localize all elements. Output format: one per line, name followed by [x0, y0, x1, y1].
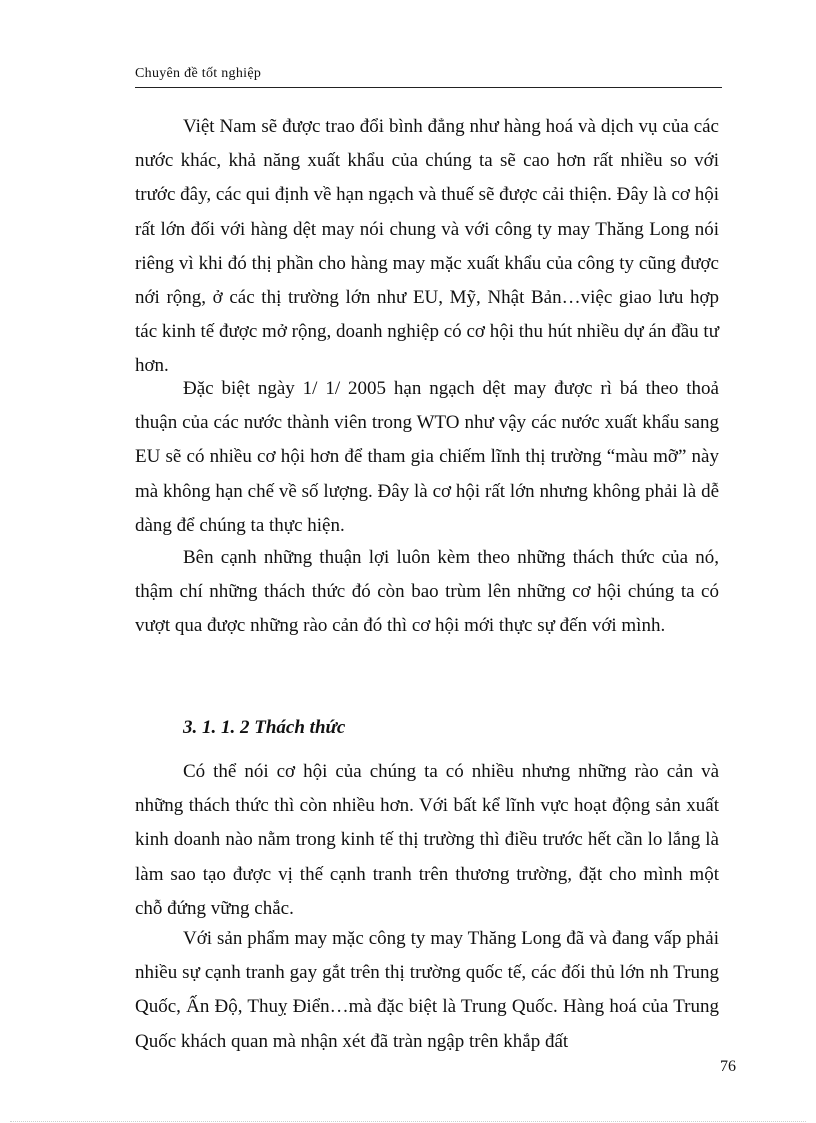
page-number: 76	[720, 1058, 736, 1075]
paragraph-challenge-2: Với sản phẩm may mặc công ty may Thăng Long đã và đang vấp phải nhiều sự cạnh tranh gay gắt trên thị trường quốc tế, các đối thủ lớn nh Trung Quốc, Ấn Độ, Thuỵ Điển…mà đặc biệt là Trung Quốc. Hàng hoá của Trung Quốc khách quan mà nhận xét đã tràn ngập trên khắp đất	[135, 928, 719, 1052]
paragraph-opportunity-2: Đặc biệt ngày 1/ 1/ 2005 hạn ngạch dệt may được rì bá theo thoả thuận của các nước thành viên trong WTO như vậy các nước xuất khẩu sang EU sẽ có nhiều cơ hội hơn để tham gia chiếm lĩnh thị trường “màu mỡ” này mà không hạn chế về số lượng. Đây là cơ hội rất lớn nhưng không phải là dễ dàng để chúng ta thực hiện.	[135, 378, 719, 536]
footer-divider	[10, 1121, 806, 1122]
paragraph-challenge-1: Có thể nói cơ hội của chúng ta có nhiều nhưng những rào cản và những thách thức thì còn nhiều hơn. Với bất kể lĩnh vực hoạt động sản xuất kinh doanh nào nằm trong kinh tế thị trường thì điều trước hết cần lo lắng là làm sao tạo được vị thế cạnh tranh trên thương trường, đặt cho mình một chỗ đứng vững chắc.	[135, 761, 719, 919]
paragraph-opportunity-3: Bên cạnh những thuận lợi luôn kèm theo những thách thức của nó, thậm chí những thách thức đó còn bao trùm lên những cơ hội chúng ta có vượt qua được những rào cản đó thì cơ hội mới thực sự đến với mình.	[135, 547, 719, 637]
header-divider	[135, 87, 722, 88]
paragraph-opportunity-1: Việt Nam sẽ được trao đổi bình đẳng như hàng hoá và dịch vụ của các nước khác, khả năng xuất khẩu của chúng ta sẽ cao hơn rất nhiều so với trước đây, các qui định về hạn ngạch và thuế sẽ được cải thiện. Đây là cơ hội rất lớn đối với hàng dệt may nói chung và với công ty may Thăng Long nói riêng vì khi đó thị phần cho hàng may mặc xuất khẩu của công ty cũng được nới rộng, ở các thị trường lớn như EU, Mỹ, Nhật Bản…việc giao lưu hợp tác kinh tế được mở rộng, doanh nghiệp có cơ hội thu hút nhiều dự án đầu tư hơn.	[135, 116, 719, 377]
section-heading: 3. 1. 1. 2 Thách thức	[183, 717, 346, 738]
page-header: Chuyên đề tốt nghiệp	[135, 66, 262, 81]
